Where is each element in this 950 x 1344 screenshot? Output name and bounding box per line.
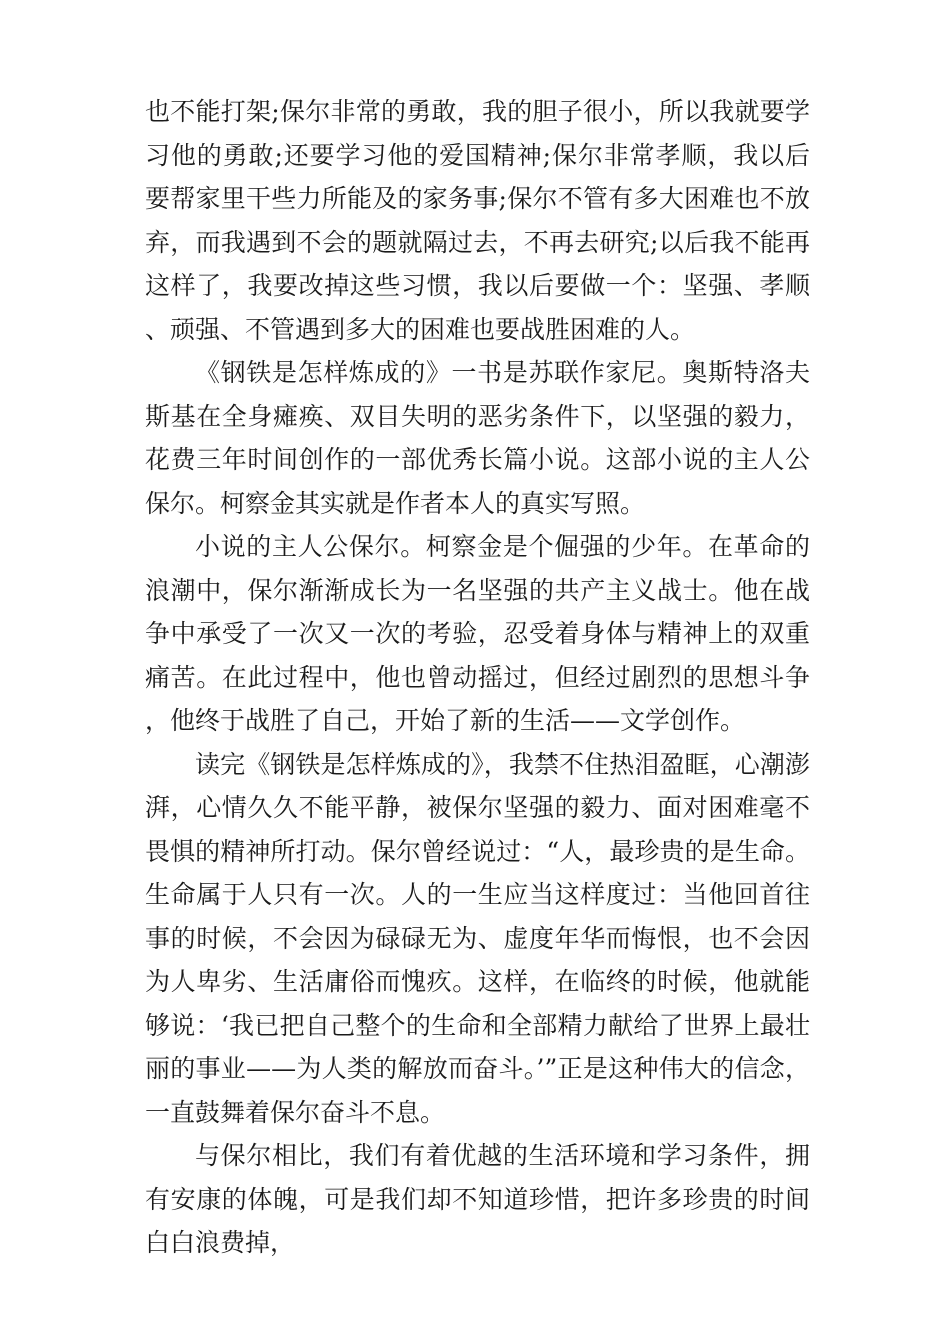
- paragraph-4: 读完《钢铁是怎样炼成的》，我禁不住热泪盈眶，心潮澎湃，心情久久不能平静，被保尔坚强的毅力、面对困难毫不畏惧的精神所打动。保尔曾经说过：“人，最珍贵的是生命。生命属于人只有一次。人的一生应当这样度过：当他回首往事的时候，不会因为碌碌无为、虚度年华而悔恨，也不会因为人卑劣、生活庸俗而愧疚。这样，在临终的时候，他就能够说：‘我已把自己整个的生命和全部精力献给了世界上最壮丽的事业——为人类的解放而奋斗。’”正是这种伟大的信念，一直鼓舞着保尔奋斗不息。: [145, 749, 810, 1127]
- paragraph-1: 也不能打架;保尔非常的勇敢，我的胆子很小，所以我就要学习他的勇敢;还要学习他的爱国精神;保尔非常孝顺，我以后要帮家里干些力所能及的家务事;保尔不管有多大困难也不放弃，而我遇到不会的题就隔过去，不再去研究;以后我不能再这样了，我要改掉这些习惯，我以后要做一个：坚强、孝顺、顽强、不管遇到多大的困难也要战胜困难的人。: [145, 97, 810, 344]
- paragraph-3: 小说的主人公保尔。柯察金是个倔强的少年。在革命的浪潮中，保尔渐渐成长为一名坚强的共产主义战士。他在战争中承受了一次又一次的考验，忍受着身体与精神上的双重痛苦。在此过程中，他也曾动摇过，但经过剧烈的思想斗争，他终于战胜了自己，开始了新的生活——文学创作。: [145, 532, 810, 735]
- document-body: [145, 90, 810, 1265]
- paragraph-2: 《钢铁是怎样炼成的》一书是苏联作家尼。奥斯特洛夫斯基在全身瘫痪、双目失明的恶劣条件下，以坚强的毅力，花费三年时间创作的一部优秀长篇小说。这部小说的主人公保尔。柯察金其实就是作者本人的真实写照。: [145, 358, 810, 518]
- paragraph-5: 与保尔相比，我们有着优越的生活环境和学习条件，拥有安康的体魄，可是我们却不知道珍惜，把许多珍贵的时间白白浪费掉，: [145, 1141, 810, 1257]
